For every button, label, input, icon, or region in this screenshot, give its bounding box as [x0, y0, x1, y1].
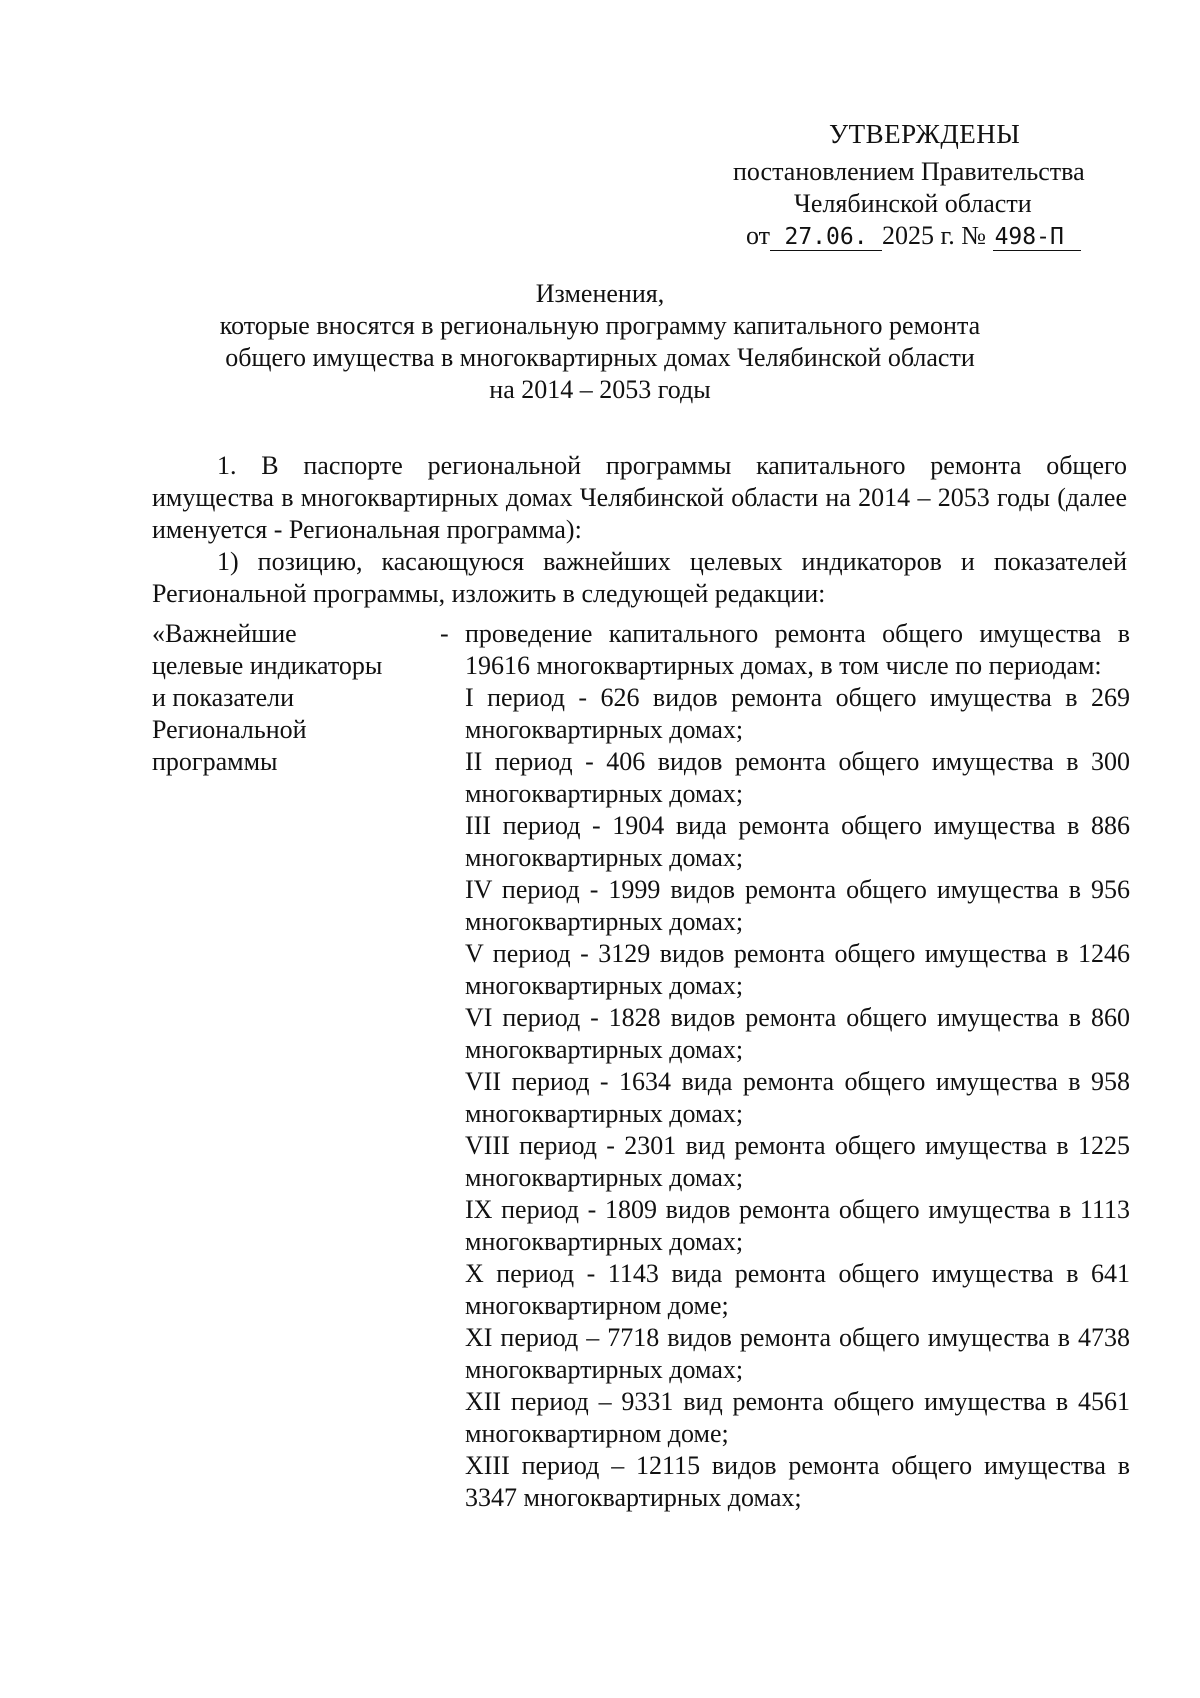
- approval-date-prefix: от: [746, 221, 771, 250]
- period-entry: V период - 3129 видов ремонта общего имущества в 1246 многоквартирных домах;: [465, 939, 1130, 1000]
- period-entry: IV период - 1999 видов ремонта общего имущества в 956 многоквартирных домах;: [465, 875, 1130, 936]
- paragraph-1: [152, 450, 1127, 546]
- indicators-value-column: [465, 618, 1130, 1514]
- approval-number-field: 498-П: [993, 224, 1081, 251]
- heading-line-2: которые вносятся в региональную программу капитального ремонта: [219, 311, 981, 340]
- paragraph-2-text: 1) позицию, касающуюся важнейших целевых индикаторов и показателей Региональной программы, изложить в следующей редакции:: [152, 547, 1127, 608]
- period-entry: III период - 1904 вида ремонта общего имущества в 886 многоквартирных домах;: [465, 811, 1130, 872]
- indicators-label-column: [152, 618, 412, 778]
- heading-line-1: Изменения,: [535, 279, 665, 308]
- heading-line-3: общего имущества в многоквартирных домах Челябинской области: [225, 343, 975, 372]
- period-entry: XI период – 7718 видов ремонта общего имущества в 4738 многоквартирных домах;: [465, 1323, 1130, 1384]
- intro-entry: проведение капитального ремонта общего имущества в 19616 многоквартирных домах, в том числе по периодам:: [465, 619, 1130, 680]
- approval-date-field: 27.06.: [770, 224, 882, 251]
- approval-title: УТВЕРЖДЕНЫ: [829, 119, 1021, 149]
- label-line: и показатели: [152, 683, 295, 712]
- period-entry: IX период - 1809 видов ремонта общего имущества в 1113 многоквартирных домах;: [465, 1195, 1130, 1256]
- label-line: программы: [152, 747, 278, 776]
- paragraph-2: [152, 546, 1127, 610]
- heading-line-4: на 2014 – 2053 годы: [489, 375, 711, 404]
- period-entry: VI период - 1828 видов ремонта общего имущества в 860 многоквартирных домах;: [465, 1003, 1130, 1064]
- period-entry: VIII период - 2301 вид ремонта общего имущества в 1225 многоквартирных домах;: [465, 1131, 1130, 1192]
- period-entry: II период - 406 видов ремонта общего имущества в 300 многоквартирных домах;: [465, 747, 1130, 808]
- approval-line-region: Челябинской области: [794, 189, 1032, 218]
- period-entry: X период - 1143 вида ремонта общего имущества в 641 многоквартирном доме;: [465, 1259, 1130, 1320]
- period-entry: XII период – 9331 вид ремонта общего имущества в 4561 многоквартирном доме;: [465, 1387, 1130, 1448]
- separator-dash: -: [440, 619, 449, 648]
- period-entry: XIII период – 12115 видов ремонта общего имущества в 3347 многоквартирных домах;: [465, 1451, 1130, 1512]
- approval-year-suffix: 2025 г. №: [882, 221, 987, 250]
- approval-line-resolution: постановлением Правительства: [733, 157, 1085, 186]
- label-line: Региональной: [152, 715, 307, 744]
- period-entry: VII период - 1634 вида ремонта общего имущества в 958 многоквартирных домах;: [465, 1067, 1130, 1128]
- period-entry: I период - 626 видов ремонта общего имущества в 269 многоквартирных домах;: [465, 683, 1130, 744]
- label-line: целевые индикаторы: [152, 651, 383, 680]
- label-line: «Важнейшие: [152, 619, 297, 648]
- paragraph-1-text: 1. В паспорте региональной программы капитального ремонта общего имущества в многоквартирных домах Челябинской области на 2014 – 2053 годы (далее именуется - Региональная программа):: [152, 451, 1127, 544]
- document-heading: [150, 278, 1050, 406]
- approval-line-date-number: [746, 220, 1081, 252]
